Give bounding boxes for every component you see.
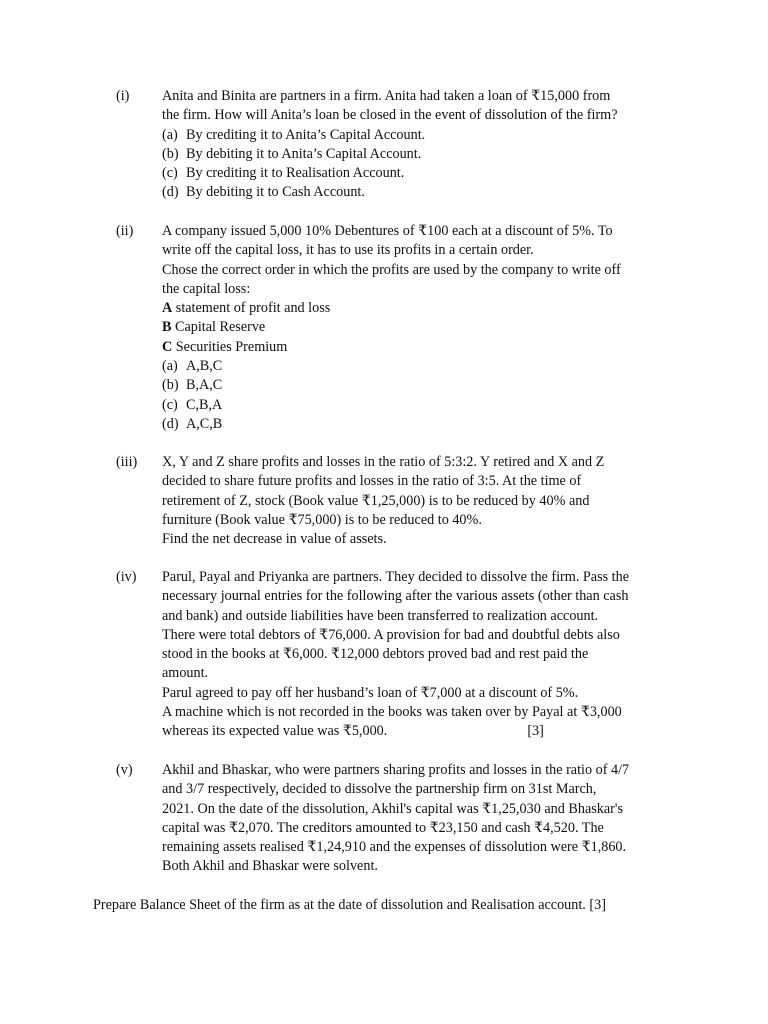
question-number: (v) <box>116 762 133 778</box>
item-c: C Securities Premium <box>162 338 288 355</box>
question-text-line: stood in the books at ₹6,000. ₹12,000 debtors proved bad and rest paid the <box>162 646 589 663</box>
question-text-line: amount. <box>162 665 209 682</box>
question-body <box>162 222 677 434</box>
question-text-line: Both Akhil and Bhaskar were solvent. <box>162 858 378 875</box>
option-c: (c) C,B,A <box>162 396 223 413</box>
question-text-line: capital was ₹2,070. The creditors amounted to ₹23,150 and cash ₹4,520. The <box>162 819 604 836</box>
question-text-line: 2021. On the date of the dissolution, Akhil's capital was ₹1,25,030 and Bhaskar's <box>162 800 623 817</box>
question-text-line: the firm. How will Anita’s loan be closed in the event of dissolution of the firm? <box>162 107 618 124</box>
question-text-line: Akhil and Bhaskar, who were partners sharing profits and losses in the ratio of 4/7 <box>162 762 630 778</box>
question-text-line: furniture (Book value ₹75,000) is to be reduced to 40%. <box>162 511 482 528</box>
footer-instruction: Prepare Balance Sheet of the firm as at the date of dissolution and Realisation account. [3] <box>93 897 606 913</box>
question-number: (i) <box>116 88 130 104</box>
question-text-line: A company issued 5,000 10% Debentures of ₹100 each at a discount of 5%. To <box>162 223 613 239</box>
option-b: (b) B,A,C <box>162 377 223 394</box>
option-d: (d) A,C,B <box>162 415 223 432</box>
question-body <box>162 568 677 742</box>
question-text-line: whereas its expected value was ₹5,000. [3] <box>162 722 677 741</box>
option-a: (a) By crediting it to Anita’s Capital Account. <box>162 126 426 143</box>
question-number: (iv) <box>116 569 137 585</box>
question-text-line: X, Y and Z share profits and losses in the ratio of 5:3:2. Y retired and X and Z <box>162 454 605 470</box>
question-text-line: remaining assets realised ₹1,24,910 and the expenses of dissolution were ₹1,860. <box>162 839 627 856</box>
option-d: (d) By debiting it to Cash Account. <box>162 184 365 201</box>
item-b: B Capital Reserve <box>162 319 266 336</box>
option-a: (a) A,B,C <box>162 358 223 375</box>
question-text-line: There were total debtors of ₹76,000. A provision for bad and doubtful debts also <box>162 626 620 643</box>
question-text-line: Chose the correct order in which the profits are used by the company to write off <box>162 261 621 278</box>
question-text-line: Parul agreed to pay off her husband’s loan of ₹7,000 at a discount of 5%. <box>162 684 579 701</box>
option-c: (c) By crediting it to Realisation Account. <box>162 165 405 182</box>
option-b: (b) By debiting it to Anita’s Capital Account. <box>162 145 422 162</box>
question-text-line: Find the net decrease in value of assets. <box>162 531 387 548</box>
question-text-line: necessary journal entries for the following after the various assets (other than cash <box>162 588 629 605</box>
marks-label: [3] <box>527 723 544 740</box>
question-text-line: decided to share future profits and losses in the ratio of 3:5. At the time of <box>162 473 582 490</box>
question-text-line: and 3/7 respectively, decided to dissolve the partnership firm on 31st March, <box>162 781 597 798</box>
question-number: (iii) <box>116 454 138 470</box>
question-number: (ii) <box>116 223 134 239</box>
question-text-line: A machine which is not recorded in the books was taken over by Payal at ₹3,000 <box>162 704 622 721</box>
question-text-line: Parul, Payal and Priyanka are partners. They decided to dissolve the firm. Pass the <box>162 569 630 585</box>
question-text-line: retirement of Z, stock (Book value ₹1,25,000) is to be reduced by 40% and <box>162 492 590 509</box>
item-a: A statement of profit and loss <box>162 300 331 317</box>
question-body <box>162 761 677 877</box>
question-text-line: write off the capital loss, it has to use its profits in a certain order. <box>162 242 534 259</box>
question-body <box>162 87 677 203</box>
question-text-line: the capital loss: <box>162 280 251 297</box>
question-body <box>162 453 677 549</box>
question-text-line: Anita and Binita are partners in a firm. Anita had taken a loan of ₹15,000 from <box>162 88 611 104</box>
question-text-line: and bank) and outside liabilities have been transferred to realization account. <box>162 607 599 624</box>
